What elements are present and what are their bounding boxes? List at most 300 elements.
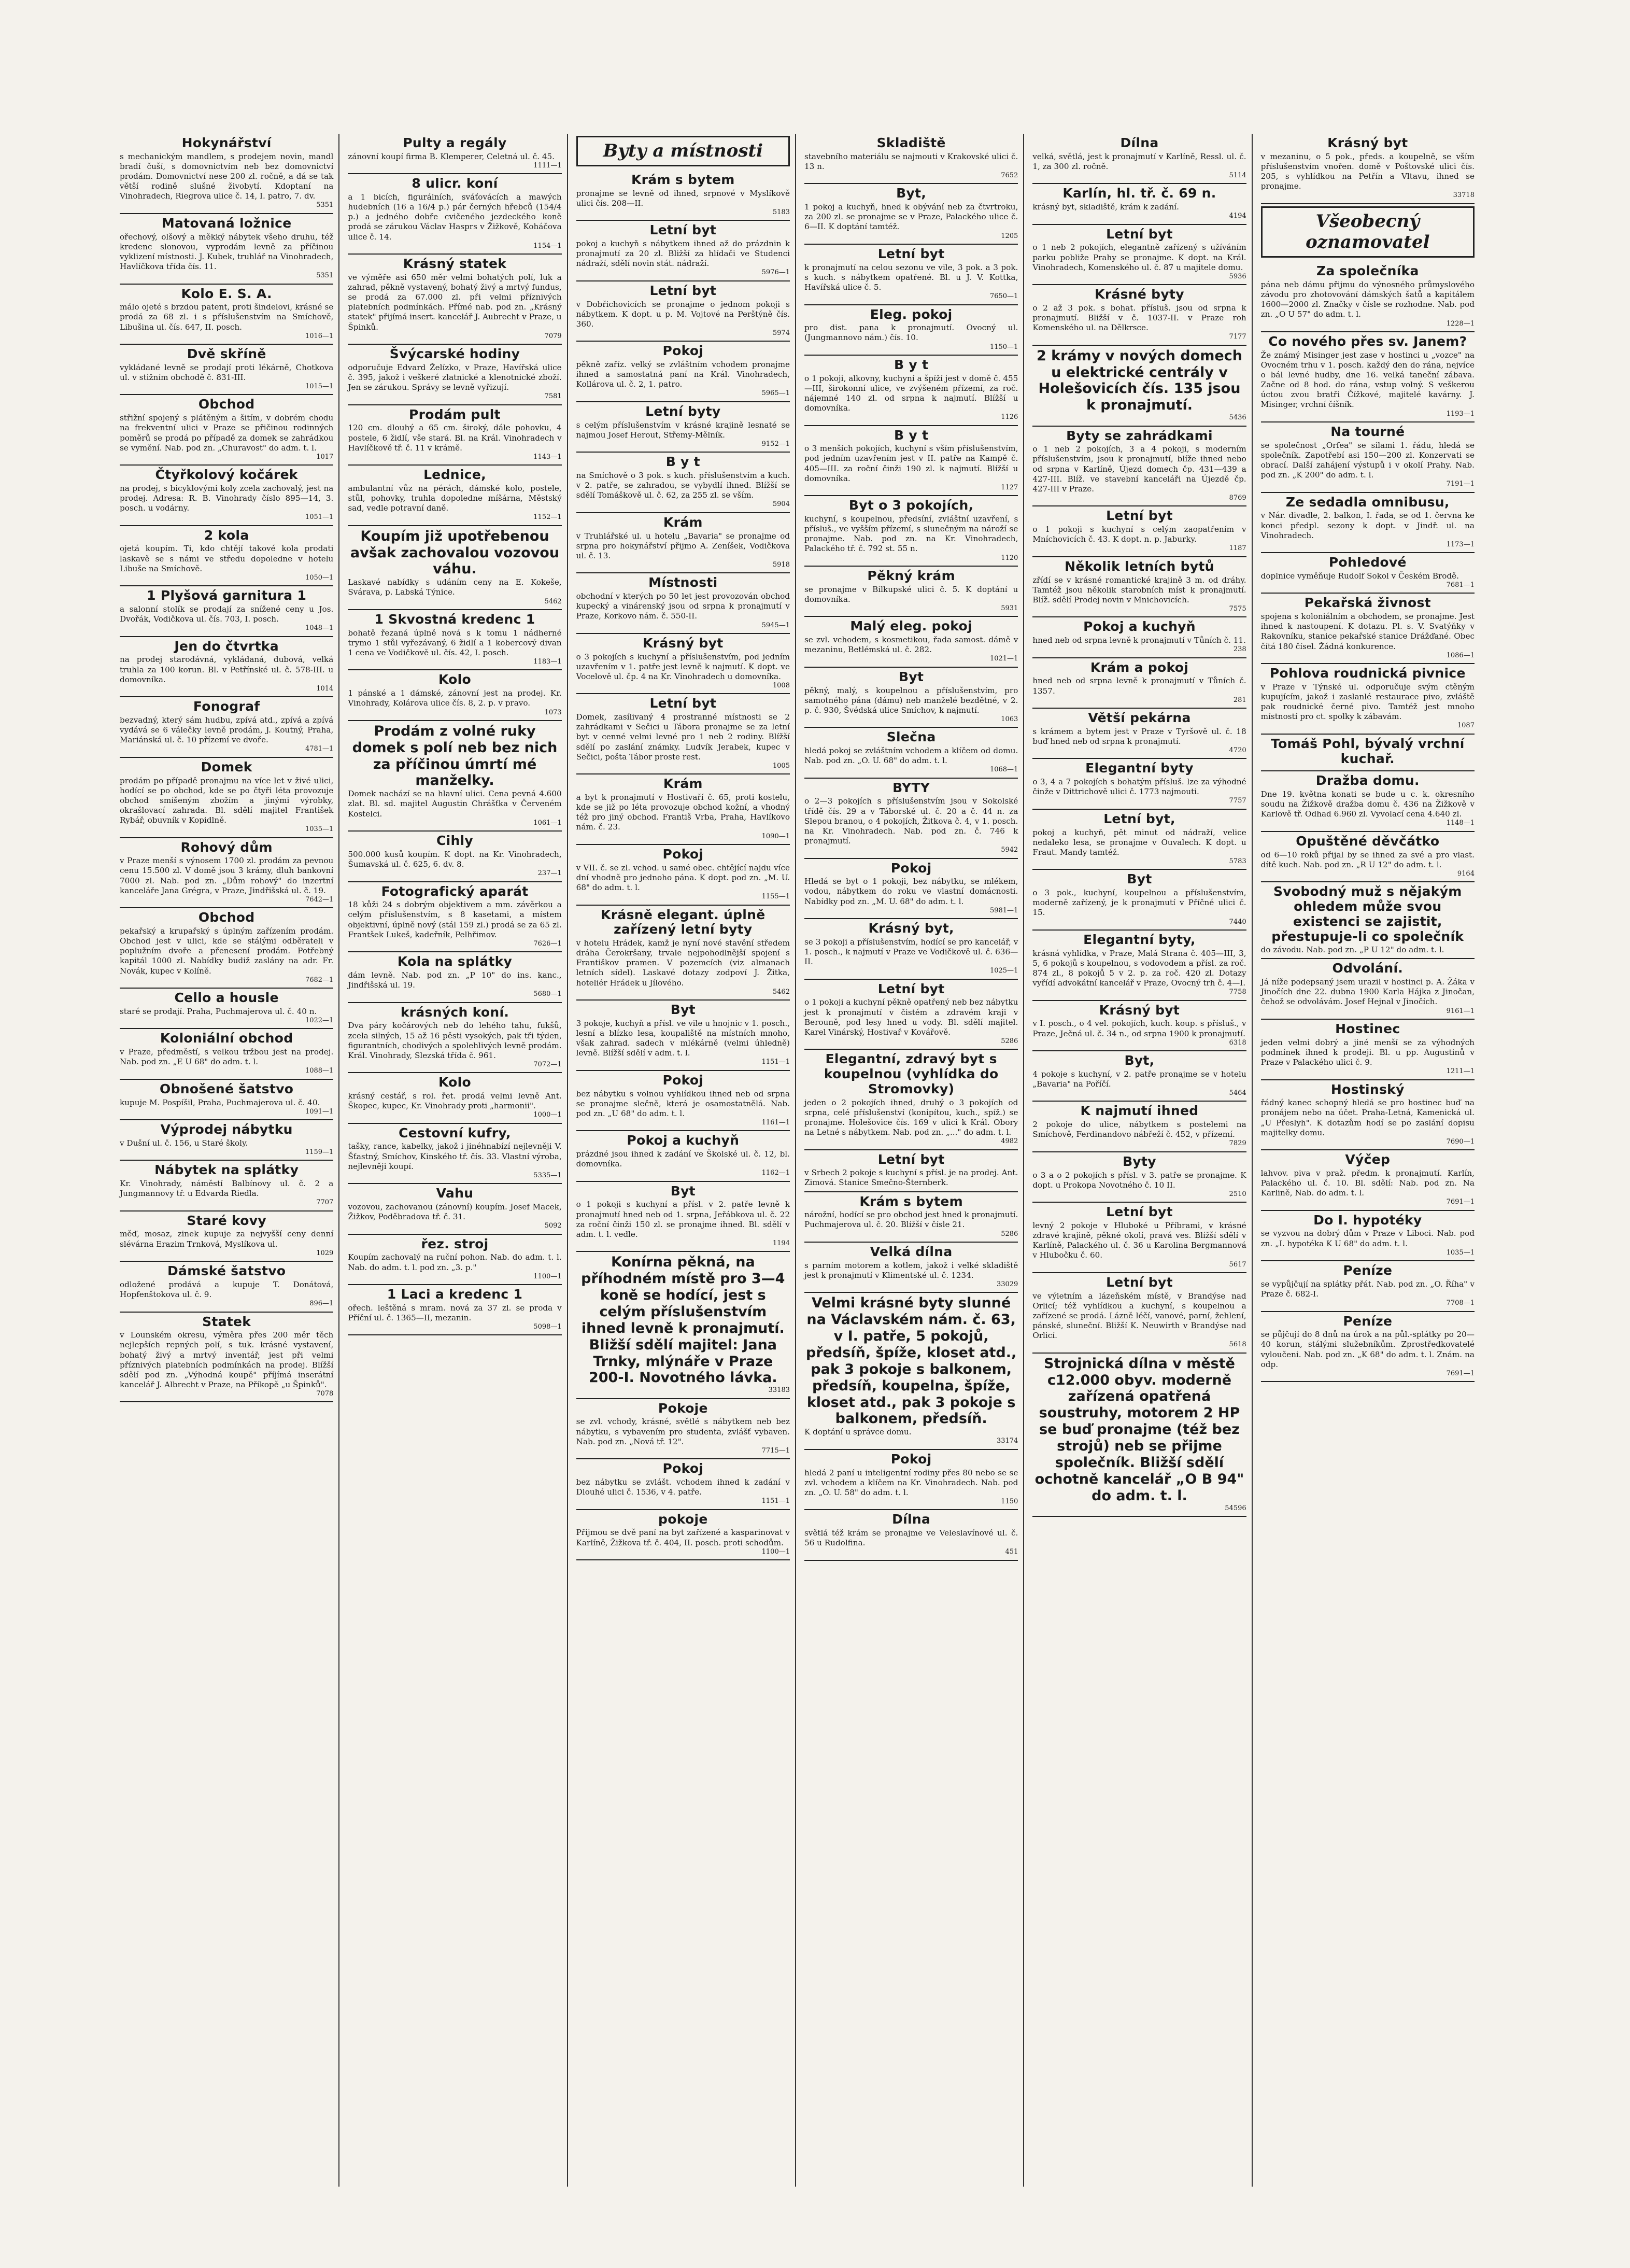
classified-ad bbox=[1261, 134, 1475, 204]
ad-reference-number: 7626—1 bbox=[533, 939, 562, 948]
ad-text: Přijmou se dvě paní na byt zařízené a kasparinovat v Karlíně, Žižkova tř. č. 404, II. posch. proti schodům. bbox=[576, 1528, 790, 1547]
ad-reference-number: 7691—1 bbox=[1446, 1369, 1475, 1377]
classified-ad bbox=[1032, 184, 1246, 224]
classified-ad bbox=[120, 285, 333, 345]
ad-reference-number: 5092 bbox=[544, 1222, 562, 1230]
ad-heading: Staré kovy bbox=[187, 1213, 266, 1228]
ad-reference-number: 1162—1 bbox=[761, 1169, 790, 1177]
ad-text: kuchyní, s koupelnou, předsíní, zvláštní uzavření, s přísluš., ve vyšším přízemí, s slunečným na nároží se pronajme. Nab. pod zn. na Kr. Vinohradech, Palackého tř. č. 792 st. 55 n. bbox=[804, 514, 1018, 554]
ad-text: a 1 bicích, figurálních, sváťovácích a mawých hudebních (16 a 16/4 p.) pár černých hřebců (154/4 p.) a jedného dobře cvičeného jezdeckého koně prodá se zárukou Václav Hasprs v Žižkově, Koháčova ulice č. 14. bbox=[348, 192, 562, 242]
ad-heading: Krásně elegant. úplně zařízený letní byty bbox=[601, 907, 766, 937]
ad-reference-number: 7078 bbox=[316, 1390, 334, 1398]
classified-ad bbox=[1032, 1273, 1246, 1354]
ad-text: ořechový, olšový a měkký nábytek všeho druhu, též kredenc slonovou, vyprodám levně za příčinou vyklizení místnosti. J. Kubek, truhlář na Vinohradech, Havlíčkova třída čís. 11. bbox=[120, 232, 334, 271]
ad-text: prodám po případě pronajmu na více let v živé ulici, hodící se po obchod, kde se po čtyři léta provozuje obchod smíšeným zbožím a jinými výrobky, okrašlovací zahrada. Bl. sdělí majitel František Rybář, obuvník v Kopidlně. bbox=[120, 776, 334, 825]
ad-text: K doptání u správce domu. bbox=[804, 1427, 912, 1437]
ad-reference-number: 5464 bbox=[1229, 1089, 1246, 1097]
ad-reference-number: 1161—1 bbox=[761, 1118, 790, 1126]
classified-ad bbox=[120, 466, 333, 526]
ad-text: a byt k pronajmutí v Hostivaří č. 65, proti kostelu, kde se již po léta provozuje obchod kožní, a vhodný též pro jiný obchod. Františ Vrba, Praha, Havlíkovo nám. č. 23. bbox=[576, 793, 790, 832]
ad-reference-number: 5351 bbox=[316, 272, 334, 280]
classified-ad bbox=[804, 567, 1018, 617]
classified-ad bbox=[348, 134, 561, 174]
ad-reference-number: 7642—1 bbox=[305, 895, 334, 904]
ad-reference-number: 7829 bbox=[1229, 1139, 1246, 1148]
ad-text: málo ojeté s brzdou patent, proti šindelovi, krásné se prodá za 68 zl. i s příslušenstvím na Smíchově, Libušina ul. čís. 647, II. posch. bbox=[120, 302, 334, 332]
ad-heading: Ze sedadla omnibusu, bbox=[1285, 494, 1450, 510]
ad-reference-number: 8769 bbox=[1229, 494, 1246, 502]
ad-reference-number: 2510 bbox=[1229, 1190, 1246, 1198]
ad-heading: Velmi krásné byty slunné na Václavském nám. č. 63, v I. patře, 5 pokojů, předsíň, špíže, kloset atd., pak 3 pokoje s balkonem, předsíň, koupelna, špíže, kloset atd., pak 3 pokoje s balkonem, předsíň. bbox=[806, 1295, 1017, 1427]
ad-text: o 2—3 pokojích s příslušenstvím jsou v Sokolské třídě čís. 29 a v Táborské ul. č. 20 a č. 44 n. za Slepou branou, o 4 pokojích, Žitkova č. 4, v 1. posch. na Kr. Vinohradech. Nab. pod zn. č. 746 k pronajmutí. bbox=[804, 796, 1018, 846]
ad-heading: Slečna bbox=[886, 729, 936, 745]
ad-heading: Kolo bbox=[438, 672, 472, 687]
ad-text: hned neb od srpna levně k pronajmutí v Tůních č. 1357. bbox=[1032, 676, 1246, 696]
classified-ad bbox=[804, 1192, 1018, 1243]
ad-reference-number: 7177 bbox=[1229, 333, 1246, 341]
ad-text: Domek, zasílivaný 4 prostranné místnosti se 2 zahrádkami v Sečici u Tábora pronajme se za letní byt v cenné velmi levné pro 1 neb 2 rodiny. Blížší sdělí po zaslání známky. Ludvík Jerabek, kupec v Sečici, pošta Tábor proste rest. bbox=[576, 712, 790, 762]
classified-ad bbox=[1261, 1211, 1475, 1261]
ad-heading: řez. stroj bbox=[421, 1236, 489, 1251]
classified-ad bbox=[348, 952, 561, 1003]
ad-text: bez nábytku se zvlášt. vchodem ihned k zadání v Dlouhé ulici č. 1536, v 4. patře. bbox=[576, 1477, 790, 1497]
classified-ad bbox=[576, 171, 790, 221]
ad-heading: Vahu bbox=[436, 1186, 474, 1201]
ad-reference-number: 5936 bbox=[1229, 272, 1246, 280]
ad-heading: Krám s bytem bbox=[631, 172, 735, 187]
ad-reference-number: 5462 bbox=[772, 988, 790, 996]
ad-heading: Pulty a regály bbox=[403, 135, 507, 150]
ad-heading: Byt bbox=[1127, 871, 1152, 887]
ad-heading: Výčep bbox=[1345, 1152, 1391, 1167]
ad-reference-number: 1152—1 bbox=[533, 513, 562, 522]
ad-heading: Byt bbox=[670, 1183, 696, 1199]
ad-reference-number: 7575 bbox=[1229, 604, 1246, 613]
ad-heading: Opuštěné děvčátko bbox=[1296, 833, 1440, 849]
ad-heading: Krásný statek bbox=[403, 256, 507, 272]
ad-reference-number: 7707 bbox=[316, 1199, 334, 1207]
classified-ad bbox=[1032, 1001, 1246, 1051]
ad-text: o 1 pokoji, alkovny, kuchyní a špíží jest v domě č. 455—III, širokonní ulice, ve zvýšeném přízemí, za roč. nájemné 140 zl. od srpna k najmutí. Blížší u domovníka. bbox=[804, 373, 1018, 413]
ad-text: se půjčují do 8 dnů na úrok a na půl.-splátky po 20—40 korun, stálými služebníkům. Zprostředkovatelé vyloučeni. Nab. pod zn. „K 68" do adm. t. l. Znám. na odp. bbox=[1260, 1330, 1475, 1369]
classified-ad bbox=[804, 617, 1018, 667]
ad-text: pekařský a krupařský s úplným zařízením prodám. Obchod jest v ulici, kde se stálými odběrateli v poplužním dvoře a přenesení prodám. Potřebný kapitál 1000 zl. Nabídky budiž zaslány na adr. Fr. Novák, kupec v Kolíně. bbox=[120, 926, 334, 976]
classified-ad bbox=[804, 779, 1018, 859]
classified-ad bbox=[120, 908, 333, 989]
classified-ad bbox=[1261, 332, 1475, 422]
ad-text: spojena s koloniálním a obchodem, se pronajme. Jest ihned k nastoupení. K dotazu. Pl. s. V. Svatýňky v Rakovníku, stanice pekařské stanice Drážďané. Obec čítá 180 čísel. Žádná konkurence. bbox=[1260, 612, 1475, 651]
ad-text: ořech. leštěná s mram. nová za 37 zl. se proda v Příční ul. č. 1365—II, mezanin. bbox=[348, 1303, 562, 1322]
classified-ad bbox=[120, 134, 333, 214]
ad-text: o 1 neb 2 pokojích, elegantně zařízený s užíváním parku pobliže Prahy se pronajme. K dopt. na Král. Vinohradech, Komenského ul. č. 87 u majitele domu. bbox=[1032, 243, 1246, 272]
ad-reference-number: 9164 bbox=[1457, 869, 1475, 878]
ad-text: ve výletním a lázeňském místě, v Brandýse nad Orlicí; též vyhlídkou a kuchyní, s koupelnou a zařízené se prodá. Lázně léčí, vanové, parní, žehlení, pánské, sluneční. Bližší K. Neuwirth v Brandýse nad Orlicí. bbox=[1032, 1291, 1246, 1341]
ad-heading: Koloniální obchod bbox=[160, 1031, 293, 1046]
ad-heading: Letní byt bbox=[877, 246, 945, 261]
ad-reference-number: 7440 bbox=[1229, 918, 1246, 926]
ad-heading: Na tourné bbox=[1330, 424, 1405, 439]
ad-text: velká, světlá, jest k pronajmutí v Karlíně, Ressl. ul. č. 1, za 300 zl. ročně. bbox=[1032, 151, 1246, 171]
ad-reference-number: 33183 bbox=[768, 1386, 790, 1394]
ad-heading: Velká dílna bbox=[870, 1244, 953, 1259]
ad-heading: Byty bbox=[1123, 1153, 1156, 1169]
ad-reference-number: 237—1 bbox=[537, 869, 562, 878]
ad-reference-number: 1150—1 bbox=[989, 343, 1018, 351]
classified-ad bbox=[120, 1080, 333, 1120]
ad-text: se zvl. vchody, krásné, světlé s nábytkem neb bez nábytku, s vybavením pro studenta, zvlášť vybaven. Nab. pod zn. „Nová tř. 12". bbox=[576, 1417, 790, 1446]
classified-ad bbox=[576, 1252, 790, 1399]
classified-ad bbox=[1261, 664, 1475, 735]
classified-ad bbox=[576, 402, 790, 453]
ad-reference-number: 5974 bbox=[772, 329, 790, 337]
classified-ad bbox=[804, 1150, 1018, 1192]
classified-ad bbox=[804, 1293, 1018, 1449]
ad-text: 1 pánské a 1 dámské, zánovní jest na prodej. Kr. Vinohrady, Kolárova ulice čís. 8, 2. p. v pravo. bbox=[348, 688, 562, 708]
ad-heading: Karlín, hl. tř. č. 69 n. bbox=[1062, 186, 1216, 201]
ad-reference-number: 5462 bbox=[544, 597, 562, 605]
ad-heading: BYTY bbox=[892, 780, 930, 795]
ad-heading: Obnošené šatstvo bbox=[160, 1081, 294, 1096]
ad-reference-number: 1017 bbox=[316, 453, 334, 461]
ad-heading: Skladiště bbox=[876, 135, 946, 150]
classified-ad bbox=[576, 1510, 790, 1560]
ad-text: se společnost „Orfea" se silami 1. řádu, hledá se společník. Zapotřebí asi 150—200 zl. Konzervati se obrací. Další zahájení výstupů i v okolí Prahy. Nab. pod zn. „K 200" do adm. t. l. bbox=[1260, 440, 1475, 480]
ad-text: o 3 pok., kuchyní, koupelnou a příslušenstvím, moderně zařízený, je k pronajmutí v Příčné ulici č. 15. bbox=[1032, 888, 1246, 918]
column-6 bbox=[1258, 134, 1480, 2187]
ad-heading: Čtyřkolový kočárek bbox=[155, 467, 298, 483]
ad-reference-number: 1035—1 bbox=[1446, 1248, 1475, 1257]
classified-ad bbox=[1032, 506, 1246, 557]
ad-reference-number: 7072—1 bbox=[533, 1060, 562, 1068]
ad-text: v Praze menší s výnosem 1700 zl. prodám za pevnou cenu 15.500 zl. V domě jsou 3 krámy, dluh bankovní 7000 zl. Nab. pod zn. „Dům rohový" do inzertní kanceláře Jana Grégra, v Praze, Jindřišská ul. č. 19. bbox=[120, 856, 334, 895]
ad-reference-number: 7690—1 bbox=[1446, 1137, 1475, 1146]
ad-text: bez nábytku s volnou vyhlídkou ihned neb od srpna se pronajme slečně, která je osamostatnělá. Nab. pod zn. „U 68" do adm. t. l. bbox=[576, 1089, 790, 1118]
ad-heading: Prodám z volné ruky domek s polí neb bez nich za příčinou úmrtí mé manželky. bbox=[352, 723, 558, 789]
ad-heading: B y t bbox=[894, 427, 929, 443]
classified-ad bbox=[348, 345, 561, 405]
classified-ad bbox=[1261, 1020, 1475, 1080]
ad-text: o 3 a o 2 pokojích s přísl. v 3. patře se pronajme. K dopt. u Prokopa Novotného č. 10 II. bbox=[1032, 1170, 1246, 1190]
ad-text: se 3 pokoji a příslušenstvím, hodící se pro kancelář, v 1. posch., k najmutí v Praze ve Vodičkově ul. č. 636—II. bbox=[804, 937, 1018, 967]
ad-heading: Krám a pokoj bbox=[1090, 659, 1189, 675]
classified-ad bbox=[1261, 959, 1475, 1020]
ad-heading: Krásný byt bbox=[1099, 1002, 1180, 1018]
ad-text: do závodu. Nab. pod zn. „P U 12" do adm. t. l. bbox=[1260, 945, 1444, 955]
ad-text: na Smíchově o 3 pok. s kuch. příslušenstvím a kuch. v 2. patře, se zahradou, se vybydlí ihned. Blížší se sdělí Tomáškově ul. č. 62, za 255 zl. se vším. bbox=[576, 471, 790, 500]
ad-heading: Do I. hypotéky bbox=[1313, 1212, 1422, 1228]
ad-heading: Kola na splátky bbox=[397, 954, 513, 969]
ad-text: na prodej starodávná, vykládaná, dubová, velká truhla za 100 korun. Bl. v Petřínské ul. č. 578-III. u domovníka. bbox=[120, 655, 334, 684]
classified-ad bbox=[804, 728, 1018, 778]
ad-text: pěkně zaříz. velký se zvláštním vchodem pronajme ihned a samostatná paní na Král. Vinohradech, Kollárova ul. č. 2, 1. patro. bbox=[576, 360, 790, 389]
classified-ad bbox=[1032, 709, 1246, 759]
ad-heading: Statek bbox=[202, 1314, 251, 1329]
ad-heading: Strojnická dílna v městě c12.000 obyv. moderně zařízená opatřená soustruhy, motorem 2 HP se buď pronajme (též bez strojů) neb se přijme společník. Bližší sdělí ochotně kancelář „O B 94" do adm. t. l. bbox=[1034, 1355, 1244, 1504]
column-4 bbox=[801, 134, 1024, 2187]
ad-text: v I. posch., o 4 vel. pokojích, kuch. koup. s přísluš., v Praze, Ječná ul. č. 34 n., od srpna 1900 k pronajmutí. bbox=[1032, 1019, 1246, 1038]
ad-heading: Fotografický aparát bbox=[381, 883, 529, 899]
ad-reference-number: 1086—1 bbox=[1446, 651, 1475, 659]
ad-heading: Pekařská živnost bbox=[1304, 595, 1431, 611]
ad-heading: Letní byt bbox=[649, 222, 717, 238]
ad-heading: Krásný byt, bbox=[868, 921, 954, 936]
ad-heading: 2 kola bbox=[204, 527, 249, 543]
classified-ad bbox=[348, 1073, 561, 1123]
ad-text: s celým příslušenstvím v krásné krajině lesnaté se najmou Josef Herout, Střemy-Mělník. bbox=[576, 420, 790, 440]
ad-reference-number: 1051—1 bbox=[305, 513, 334, 522]
ad-heading: 8 ulicr. koní bbox=[412, 176, 498, 191]
ad-heading: Letní byt bbox=[649, 696, 717, 711]
classified-ad bbox=[1032, 810, 1246, 870]
classified-ad bbox=[804, 134, 1018, 184]
ad-heading: Letní byt, bbox=[1103, 811, 1175, 826]
classified-ad bbox=[804, 184, 1018, 245]
ad-heading: K najmutí ihned bbox=[1080, 1103, 1199, 1119]
ad-text: k pronajmutí na celou sezonu ve vile, 3 pok. a 3 pok. s kuch. s nábytkem opatřené. Bl. u J. V. Kottka, Havířská ulice č. 5. bbox=[804, 262, 1018, 292]
ad-heading: Krásný byt bbox=[643, 635, 724, 651]
ad-heading: Výprodej nábytku bbox=[160, 1122, 293, 1137]
ad-reference-number: 7715—1 bbox=[761, 1446, 790, 1455]
ad-heading: Pokoj bbox=[662, 1461, 704, 1476]
ad-reference-number: 5114 bbox=[1229, 172, 1246, 180]
classified-ad bbox=[348, 610, 561, 671]
classified-ad bbox=[120, 989, 333, 1029]
ad-reference-number: 451 bbox=[1005, 1548, 1018, 1556]
ad-text: o 1 pokoji a kuchyní pěkně opatřený neb bez nábytku jest k pronajmutí v čistém a zdravém kraji v Berouně, pod lesy hned u vody. Bl. sdělí majitel. Karel Vinárský, Hostivař v Kovářově. bbox=[804, 997, 1018, 1037]
ad-heading: Svobodný muž s nějakým ohledem může svou existenci se zajistit, přestupuje-li co společník bbox=[1271, 884, 1464, 944]
ad-reference-number: 5945—1 bbox=[761, 621, 790, 629]
ad-text: v Lounském okresu, výměra přes 200 měr těch nejlepších repných polí, s tuk. krásné vystavení, bohatý živý a mrtvý inventář, jest při velmi příznivých platebních podmínkách na prodej. Blížší sdělí pod zn. „Výhodná koupě" příjímá inserátní kancelář J. Albrecht v Praze, na Příkopě „u Špinků". bbox=[120, 1330, 334, 1389]
classified-ad bbox=[1032, 759, 1246, 809]
classified-ad bbox=[120, 1120, 333, 1161]
ad-reference-number: 1211—1 bbox=[1446, 1067, 1475, 1076]
ad-reference-number: 1151—1 bbox=[761, 1058, 790, 1066]
classified-ad bbox=[804, 1450, 1018, 1511]
ad-text: 1 pokoj a kuchyň, hned k obývání neb za čtvrtroku, za 200 zl. se pronajme se v Praze, Palackého ulice č. 6—II. K doptání tamtéž. bbox=[804, 202, 1018, 232]
ad-heading: Pokoj bbox=[890, 860, 932, 876]
ad-text: staré se prodají. Praha, Puchmajerova ul. č. 40 n. bbox=[120, 1006, 317, 1016]
ad-text: 2 pokoje do ulice, nábytkem s postelemi na Smíchově, Ferdinandovo nábřeží č. 452, v přízemí. bbox=[1032, 1120, 1246, 1139]
ad-reference-number: 9152—1 bbox=[761, 440, 790, 448]
classified-ad bbox=[120, 758, 333, 838]
ad-reference-number: 5618 bbox=[1229, 1341, 1246, 1349]
ad-heading: 1 Laci a kredenc 1 bbox=[387, 1287, 523, 1302]
classified-ad bbox=[1261, 1080, 1475, 1151]
ad-heading: Elegantní byty, bbox=[1083, 932, 1196, 947]
ad-text: v Dušní ul. č. 156, u Staré školy. bbox=[120, 1138, 248, 1148]
classified-ad bbox=[576, 453, 790, 513]
ad-heading: Peníze bbox=[1343, 1263, 1393, 1278]
classified-ad bbox=[804, 1050, 1018, 1150]
ad-heading: Dílna bbox=[892, 1512, 931, 1527]
ad-heading: Byt, bbox=[896, 186, 927, 201]
classified-ad bbox=[1032, 346, 1246, 427]
ad-text: prázdné jsou ihned k zadání ve Školské ul. č. 12, bl. domovníka. bbox=[576, 1149, 790, 1169]
ad-heading: krásných koní. bbox=[400, 1004, 509, 1020]
classified-ad bbox=[1261, 422, 1475, 493]
ad-text: s krámem a bytem jest v Praze v Tyršově ul. č. 18 buď hned neb od srpna k pronajmutí. bbox=[1032, 726, 1246, 746]
classified-ad bbox=[576, 906, 790, 1001]
classified-ad bbox=[576, 513, 790, 574]
classified-ad bbox=[120, 586, 333, 637]
ad-text: Já níže podepsaný jsem urazil v hostinci p. A. Žáka v Jinočích dne 22. dubna 1900 Karla Hájka z Jinočan, čehož se odvolávám. Josef Hejnal v Jinočích. bbox=[1260, 977, 1475, 1007]
ad-text: tašky, rance, kabelky, jakož i jinéhnabízí nejlevněji V. Šťastný, Smíchov, Kinského tř. čís. 33. Vlastní výroba, nejlevněji koupí. bbox=[348, 1142, 562, 1171]
ad-reference-number: 5931 bbox=[1001, 604, 1018, 612]
ad-text: v Praze v Týnské ul. odporučuje svým ctěným kupujícím, jakož i zaslanlé restaurace pivo, zvláště pak roudnické černé pivo. Tamtéž jest mnoho místností pro ct. spolky k zábavám. bbox=[1260, 682, 1475, 722]
classified-ad bbox=[576, 1131, 790, 1181]
ad-text: dám levně. Nab. pod zn. „P 10" do ins. kanc., Jindřišská ul. 19. bbox=[348, 970, 562, 990]
ad-heading: Dražba domu. bbox=[1315, 773, 1420, 788]
classified-ad bbox=[1261, 1150, 1475, 1211]
ad-heading: Letní byt bbox=[1106, 1204, 1173, 1220]
ad-heading: B y t bbox=[894, 357, 929, 372]
ad-heading: B y t bbox=[665, 454, 700, 470]
ad-reference-number: 1035—1 bbox=[305, 825, 334, 834]
ad-reference-number: 1100—1 bbox=[761, 1547, 790, 1556]
ad-heading: Letní byty bbox=[645, 403, 721, 419]
ad-text: pokoj a kuchyň, pět minut od nádraží, velice nedaleko lesa, se pronajme v Ouvalech. K dopt. u Fraut. Mandy tamtéž. bbox=[1032, 827, 1246, 857]
ad-reference-number: 1159—1 bbox=[305, 1148, 334, 1156]
ad-text: 18 kůži 24 s dobrým objektivem a mm. závěrkou a celým příslušenstvím, s 8 kasetami, a místem objektivní, úplně nový (stál 159 zl.) prodá se za 65 zl. Frantšek Lukeš, kadeřník, Pelhřimov. bbox=[348, 900, 562, 939]
ad-heading: Krásný byt bbox=[1327, 135, 1408, 150]
ad-text: 120 cm. dlouhý a 65 cm. široký, dále pohovku, 4 postele, 6 židlí, vše stará. Bl. na Král. Vinohradech v Havlíčkově tř. č. 11 v krámě. bbox=[348, 423, 562, 453]
classified-ad bbox=[348, 670, 561, 721]
ad-text: v Nár. divadle, 2. balkon, I. řada, se od 1. června ke konci předpl. sezony k dopt. v Jindř. ul. na Vinohradech. bbox=[1260, 511, 1475, 540]
ad-text: krásný byt, skladiště, krám k zadání. bbox=[1032, 202, 1179, 212]
ad-heading: Domek bbox=[201, 759, 252, 774]
ad-text: hledá pokoj se zvláštním vchodem a klíčem od domu. Nab. pod zn. „O. U. 68" do adm. t. l. bbox=[804, 746, 1018, 766]
ad-text: pána neb dámu přijmu do výnosného průmyslového závodu pro zhotovování dámských šatů a kapitálem 1600—2000 zl. Značky v čísle se rozhodne. Nab. pod zn. „O U 57" do adm. t. l. bbox=[1260, 280, 1475, 319]
ad-text: lahvov. piva v praž. předm. k pronajmutí. Karlín, Palackého ul. č. 10. Bl. sdělí: Nab. pod zn. Na Karlině, Nab. do adm. t. l. bbox=[1260, 1168, 1475, 1198]
ad-text: v Srbech 2 pokoje s kuchyní s přísl. je na prodej. Ant. Zimová. Stanice Smečno-Šternberk. bbox=[804, 1168, 1018, 1188]
ad-heading: Obchod bbox=[198, 910, 255, 925]
ad-heading: Tomáš Pohl, bývalý vrchní kuchař. bbox=[1271, 736, 1465, 766]
ad-heading: Byt, bbox=[1124, 1053, 1155, 1068]
ad-reference-number: 5286 bbox=[1001, 1037, 1018, 1045]
ad-heading: Pokoj bbox=[662, 846, 704, 862]
classified-ad bbox=[1032, 617, 1246, 658]
ad-text: Laskavé nabídky s udáním ceny na E. Kokeše, Svárava, p. Labská Týnice. bbox=[348, 577, 562, 597]
classified-ad bbox=[348, 405, 561, 466]
classified-ad bbox=[576, 221, 790, 281]
ad-text: v Truhlářské ul. u hotelu „Bavaria" se pronajme od srpna pro hokynářství přijmo A. Zeníšek, Vodičkova ul. č. 13. bbox=[576, 531, 790, 560]
classified-ad bbox=[348, 1184, 561, 1234]
ad-heading: Kolo bbox=[438, 1075, 472, 1090]
ad-reference-number: 33029 bbox=[996, 1280, 1018, 1288]
classified-ad bbox=[576, 1182, 790, 1252]
classified-ad bbox=[1032, 1152, 1246, 1203]
ad-text: bezvadný, který sám hudbu, zpívá atd., zpívá a zpívá vydává se 6 válečky levně prodám, J. Koutný, Praha, Mariánská ul. č. 10 přízemí ve dvoře. bbox=[120, 715, 334, 745]
ad-reference-number: 54596 bbox=[1225, 1504, 1246, 1512]
ad-text: odporučuje Edvard Želízko, v Praze, Havířská ulice č. 395, jakož i veškeré zlatnické a klenotnické zboží. Jen se zárukou. Správy se levně vyřizují. bbox=[348, 362, 562, 392]
ad-heading: Hostinec bbox=[1335, 1021, 1400, 1036]
ad-reference-number: 1151—1 bbox=[761, 1497, 790, 1505]
ad-reference-number: 1021—1 bbox=[989, 655, 1018, 663]
ad-heading: Jen do čtvrtka bbox=[174, 638, 279, 654]
ad-reference-number: 5335—1 bbox=[533, 1171, 562, 1179]
ad-text: obchodní v kterých po 50 let jest provozován obchod kupecký a vinárenský jsou od srpna k pronajmutí v Praze, Korkovo nám. č. 550-II. bbox=[576, 591, 790, 621]
classified-ad bbox=[1261, 1312, 1475, 1383]
classified-ad bbox=[804, 668, 1018, 728]
ad-text: Hledá se byt o 1 pokoji, bez nábytku, se mlékem, vodou, nábytkem do roku ve vlastní domácnosti. Nabídky pod zn. „M. U. 68" do adm. t. l. bbox=[804, 877, 1018, 906]
ad-heading: Letní byt bbox=[1106, 226, 1173, 242]
ad-reference-number: 1091—1 bbox=[305, 1107, 334, 1116]
ad-reference-number: 1100—1 bbox=[533, 1272, 562, 1280]
classified-ad bbox=[348, 1003, 561, 1074]
ad-reference-number: 7691—1 bbox=[1446, 1198, 1475, 1206]
ad-text: odložené prodává a kupuje T. Donátová, Hopfenštokova ul. č. 9. bbox=[120, 1279, 334, 1299]
ad-heading: Letní byt bbox=[649, 283, 717, 298]
classified-ad bbox=[120, 1161, 333, 1211]
column-2 bbox=[345, 134, 568, 2187]
classified-ad bbox=[348, 466, 561, 526]
classified-ad bbox=[804, 980, 1018, 1050]
ad-reference-number: 4982 bbox=[1001, 1137, 1018, 1146]
ad-reference-number: 7681—1 bbox=[1446, 581, 1475, 589]
classified-ad bbox=[348, 1235, 561, 1285]
ad-reference-number: 1120 bbox=[1001, 554, 1018, 562]
classified-ad bbox=[348, 721, 561, 832]
ad-reference-number: 7652 bbox=[1001, 172, 1018, 180]
ad-reference-number: 4194 bbox=[1229, 212, 1246, 220]
ad-reference-number: 5098—1 bbox=[533, 1323, 562, 1331]
ad-heading: Elegantní, zdravý byt s koupelnou (vyhlídka do Stromovky) bbox=[824, 1051, 999, 1096]
ad-reference-number: 1154—1 bbox=[533, 242, 562, 250]
ad-heading: Dámské šatstvo bbox=[167, 1263, 286, 1279]
classified-ad bbox=[1032, 1203, 1246, 1273]
classified-ad bbox=[120, 1262, 333, 1312]
classified-ad bbox=[120, 697, 333, 758]
section-header: Všeobecný oznamovatel bbox=[1261, 206, 1475, 258]
ad-heading: Matovaná ložnice bbox=[161, 215, 292, 231]
ad-reference-number: 1228—1 bbox=[1446, 319, 1475, 328]
classified-ad bbox=[576, 1459, 790, 1510]
ad-text: pěkný, malý, s koupelnou a příslušenstvím, pro samotného pána (dámu) neb manželé bezdětné, v 2. p. č. 930, Švédská ulice Smíchov, k najmutí. bbox=[804, 685, 1018, 715]
ad-reference-number: 1061—1 bbox=[533, 819, 562, 827]
ad-heading: Pokoj a kuchyň bbox=[1083, 619, 1196, 635]
ad-heading: Cihly bbox=[436, 833, 474, 849]
ad-text: Dne 19. května konati se bude u c. k. okresního soudu na Žižkově dražba domu č. 436 na Žižkově v Karlově tř. Odhad 6.960 zl. Vyvolací cena 4.640 zl. bbox=[1260, 790, 1475, 819]
ad-text: krásný cestář, s rol. řet. prodá velmi levně Ant. Škopec, kupec, Kr. Vinohrady proti „harmonii". bbox=[348, 1091, 562, 1111]
ad-reference-number: 9161—1 bbox=[1446, 1007, 1475, 1015]
ad-heading: Konírna pěkná, na příhodném místě pro 3—4 koně se hodící, jest s celým příslušenstvím ihned levně k pronajmutí. Bližší sdělí majitel: Jana Trnky, mlýnáře v Praze 200-I. Novotného lávka. bbox=[581, 1254, 785, 1386]
ad-heading: Letní byt bbox=[877, 1151, 945, 1167]
ad-text: krásná vyhlídka, v Praze, Malá Strana č. 405—III, 3, 5, 6 pokojů s koupelnou, s vodovodem a přísl. za roč. 874 zl., 8 pokojů 5 v 2. p. za roč. 420 zl. Dotazy vyřídí advokátní kancelář v Praze, Ovocný trh č. 4—I. bbox=[1032, 948, 1246, 988]
column-5 bbox=[1029, 134, 1252, 2187]
ad-text: se vypůjčují na splátky přát. Nab. pod zn. „O. Říha" v Praze č. 682-I. bbox=[1260, 1279, 1475, 1299]
ad-heading: Krásné byty bbox=[1095, 287, 1184, 302]
classified-ad bbox=[120, 345, 333, 395]
ad-text: a salonní stolík se prodají za snížené ceny u Jos. Dvořák, Vodičkova ul. čís. 703, I. posch. bbox=[120, 604, 334, 624]
ad-text: o 3 pokojích s kuchyní a příslušenstvím, pod jedním uzavřením v 1. patře jest levně k najmutí. K dopt. ve Vocelově ul. čp. 4 na Kr. Vinohradech u domovníka. bbox=[576, 652, 790, 681]
ad-text: o 1 pokoji s kuchyní a přísl. v 2. patře levně k pronajmutí hned neb od 1. srpna, Jeřábkova ul. č. 22 za roční činži 150 zl. se pronajme ihned. Bl. sdělí v adm. t. l. vedle. bbox=[576, 1200, 790, 1239]
ad-heading: Lednice, bbox=[423, 467, 486, 483]
ad-heading: Letní byt bbox=[1106, 508, 1173, 524]
ad-text: zřídí se v krásné romantické krajině 3 m. od dráhy. Tamtéž jsou několik starobních míst k pronajmutí. Blíž. sdělí Prodej novin v Mnichovicích. bbox=[1032, 575, 1246, 604]
classified-ad bbox=[576, 281, 790, 342]
classified-ad bbox=[576, 573, 790, 634]
ad-reference-number: 1050—1 bbox=[305, 573, 334, 582]
ad-heading: Odvolání. bbox=[1332, 961, 1404, 976]
ad-text: o 2 až 3 pok. s bohat. přísluš. jsou od srpna k pronajmutí. Bližší v č. 1037-II. v Praze roh Komenského ul. na Dělkrsce. bbox=[1032, 303, 1246, 333]
ad-heading: Hostinský bbox=[1330, 1081, 1405, 1097]
ad-text: střižní spojený s plátěným a šitím, v dobrém chodu na frekventní ulici v Praze se přičinou rodinných poměrů se prodá po případě za domek se zahrádkou se vymění. Nab. pod zn. „Churavost" do adm. t. l. bbox=[120, 413, 334, 453]
ad-reference-number: 1155—1 bbox=[761, 893, 790, 901]
ad-reference-number: 1205 bbox=[1001, 232, 1018, 240]
classified-ad bbox=[804, 356, 1018, 426]
ad-heading: Byt o 3 pokojích, bbox=[848, 498, 974, 513]
ad-heading: Krám s bytem bbox=[859, 1193, 963, 1209]
